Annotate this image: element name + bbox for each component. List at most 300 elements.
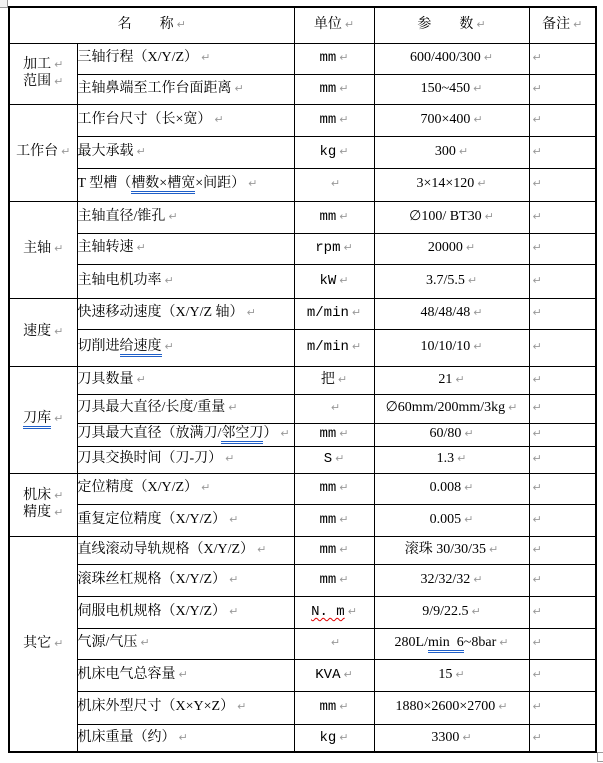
text-segment: 150~450 [420, 80, 471, 96]
return-mark: ↵ [54, 242, 64, 256]
text-segment: 槽数×槽宽 [131, 176, 195, 194]
group-label-line [10, 241, 77, 257]
group-label-cell[interactable] [9, 473, 77, 536]
table-row [9, 366, 596, 394]
text-segment: 邻空刀 [221, 426, 263, 444]
params-cell[interactable] [374, 536, 529, 564]
remark-cell[interactable] [529, 659, 596, 691]
unit-cell[interactable] [294, 201, 374, 233]
text-segment: 滚珠丝杠规格（X/Y/Z） [77, 571, 227, 587]
params-cell[interactable] [374, 298, 529, 329]
remark-cell[interactable] [529, 168, 596, 201]
name-cell[interactable] [77, 473, 294, 504]
text-segment: 范围 [23, 73, 52, 89]
header-row [9, 7, 596, 43]
name-cell[interactable] [77, 136, 294, 168]
return-mark: ↵ [464, 427, 474, 441]
text-segment: 1880×2600×2700 [395, 699, 496, 715]
group-label-line [10, 144, 77, 160]
name-cell[interactable] [77, 659, 294, 691]
unit-cell[interactable] [294, 233, 374, 264]
return-mark: ↵ [201, 481, 211, 495]
return-mark: ↵ [532, 604, 542, 618]
return-mark: ↵ [499, 636, 509, 650]
remark-cell[interactable] [529, 473, 596, 504]
return-mark: ↵ [339, 700, 349, 714]
table-row [9, 136, 596, 168]
return-mark: ↵ [237, 700, 247, 714]
text-segment: kg [319, 143, 337, 160]
return-mark: ↵ [339, 427, 349, 441]
return-mark: ↵ [532, 209, 542, 223]
unit-cell[interactable] [294, 168, 374, 201]
return-mark: ↵ [136, 241, 146, 255]
table-row [9, 473, 596, 504]
params-cell[interactable] [374, 628, 529, 659]
return-mark: ↵ [532, 700, 542, 714]
return-mark: ↵ [532, 572, 542, 586]
text-segment: 刀具数量 [77, 371, 134, 387]
return-mark: ↵ [246, 306, 256, 320]
table-row [9, 74, 596, 104]
text-segment: 其它 [23, 635, 52, 651]
spec-table [8, 6, 597, 753]
text-segment: 280L/ [394, 635, 428, 651]
return-mark: ↵ [335, 452, 345, 466]
remark-cell[interactable] [529, 504, 596, 536]
remark-cell[interactable] [529, 136, 596, 168]
text-segment: 工作台 [16, 144, 59, 160]
return-mark: ↵ [176, 18, 186, 32]
return-mark: ↵ [54, 489, 64, 503]
unit-cell[interactable] [294, 446, 374, 473]
text-segment: 15 [438, 666, 453, 682]
return-mark: ↵ [473, 112, 483, 126]
return-mark: ↵ [483, 51, 493, 65]
params-cell[interactable] [374, 43, 529, 74]
name-cell[interactable] [77, 233, 294, 264]
text-segment: mm [319, 208, 337, 225]
text-segment: 速度 [23, 323, 52, 339]
text-segment: 主轴转速 [77, 240, 134, 256]
return-mark: ↵ [532, 730, 542, 744]
return-mark: ↵ [498, 700, 508, 714]
table-row [9, 104, 596, 136]
remark-cell[interactable] [529, 446, 596, 473]
return-mark: ↵ [344, 18, 355, 32]
text-segment: 重复定位精度（X/Y/Z） [77, 511, 227, 527]
return-mark: ↵ [532, 401, 542, 415]
return-mark: ↵ [508, 401, 518, 415]
text-segment: 切削进 [77, 339, 120, 355]
table-move-handle[interactable] [0, 0, 8, 8]
header-cell-remark[interactable] [529, 7, 596, 43]
return-mark: ↵ [457, 452, 467, 466]
return-mark: ↵ [54, 324, 64, 338]
table-row [9, 329, 596, 366]
return-mark: ↵ [532, 306, 542, 320]
unit-cell[interactable] [294, 504, 374, 536]
name-cell[interactable] [77, 264, 294, 298]
text-segment: 定位精度（X/Y/Z） [77, 480, 199, 496]
return-mark: ↵ [532, 273, 542, 287]
return-mark: ↵ [532, 144, 542, 158]
remark-cell[interactable] [529, 423, 596, 446]
return-mark: ↵ [455, 372, 465, 386]
text-segment: kg [319, 729, 337, 746]
params-cell[interactable] [374, 233, 529, 264]
remark-cell[interactable] [529, 691, 596, 724]
return-mark: ↵ [214, 112, 224, 126]
text-segment: ∅100/ BT30 [409, 208, 482, 224]
remark-cell[interactable] [529, 201, 596, 233]
name-cell[interactable] [77, 628, 294, 659]
group-label-line [10, 488, 77, 504]
group-label-line [10, 324, 77, 340]
table-row [9, 659, 596, 691]
unit-cell[interactable] [294, 298, 374, 329]
name-cell[interactable] [77, 536, 294, 564]
return-mark: ↵ [136, 372, 146, 386]
text-segment: N. m [311, 603, 345, 620]
name-cell[interactable] [77, 446, 294, 473]
group-label-cell[interactable] [9, 536, 77, 752]
params-cell[interactable] [374, 423, 529, 446]
text-segment: m/min [306, 339, 349, 356]
text-segment: mm [319, 541, 337, 558]
remark-cell[interactable] [529, 104, 596, 136]
group-label-cell[interactable] [9, 201, 77, 298]
remark-cell[interactable] [529, 74, 596, 104]
table-row [9, 264, 596, 298]
return-mark: ↵ [280, 427, 290, 441]
name-cell[interactable] [77, 298, 294, 329]
name-cell[interactable] [77, 104, 294, 136]
return-mark: ↵ [225, 452, 235, 466]
return-mark: ↵ [573, 18, 583, 32]
return-mark: ↵ [339, 112, 349, 126]
params-cell[interactable] [374, 394, 529, 423]
text-segment: 1.3 [436, 451, 455, 467]
group-label-cell[interactable] [9, 43, 77, 104]
return-mark: ↵ [351, 340, 362, 354]
return-mark: ↵ [229, 572, 239, 586]
table-row [9, 168, 596, 201]
text-segment: m/min [306, 305, 349, 322]
text-segment: 300 [434, 143, 456, 159]
text-segment: 主轴 [23, 241, 52, 257]
return-mark: ↵ [136, 144, 146, 158]
text-segment: 工作台尺寸（长×宽） [77, 111, 212, 127]
text-segment: mm [319, 80, 337, 97]
remark-cell[interactable] [529, 724, 596, 752]
return-mark: ↵ [455, 667, 465, 681]
return-mark: ↵ [532, 512, 542, 526]
return-mark: ↵ [54, 505, 64, 519]
params-cell[interactable] [374, 329, 529, 366]
return-mark: ↵ [477, 177, 487, 191]
return-mark: ↵ [484, 209, 494, 223]
params-cell[interactable] [374, 201, 529, 233]
params-cell[interactable] [374, 136, 529, 168]
text-segment: 0.008 [429, 480, 462, 496]
unit-cell[interactable] [294, 366, 374, 394]
unit-cell[interactable] [294, 43, 374, 74]
text-segment: 机床 [23, 488, 52, 504]
group-label-cell[interactable] [9, 298, 77, 366]
name-cell[interactable] [77, 504, 294, 536]
text-segment: rpm [315, 240, 341, 257]
text-segment: 伺服电机规格（X/Y/Z） [77, 603, 227, 619]
group-label-line [10, 411, 77, 427]
return-mark: ↵ [464, 512, 474, 526]
text-segment: ） [263, 426, 278, 442]
table-row [9, 201, 596, 233]
unit-cell[interactable] [294, 423, 374, 446]
return-mark: ↵ [532, 51, 542, 65]
params-cell[interactable] [374, 446, 529, 473]
params-cell[interactable] [374, 168, 529, 201]
return-mark: ↵ [339, 51, 349, 65]
params-cell[interactable] [374, 564, 529, 596]
return-mark: ↵ [339, 730, 349, 744]
return-mark: ↵ [234, 81, 244, 95]
text-segment: 3300 [431, 729, 460, 745]
return-mark: ↵ [473, 81, 483, 95]
table-resize-handle[interactable] [597, 752, 603, 762]
remark-cell[interactable] [529, 366, 596, 394]
return-mark: ↵ [532, 372, 542, 386]
return-mark: ↵ [465, 241, 476, 255]
return-mark: ↵ [337, 372, 348, 386]
group-label-cell[interactable] [9, 104, 77, 201]
header-name-label: 名 称 [117, 17, 174, 33]
text-segment: 主轴鼻端至工作台面距离 [77, 80, 232, 96]
name-cell[interactable] [77, 74, 294, 104]
remark-cell[interactable] [529, 264, 596, 298]
return-mark: ↵ [229, 512, 239, 526]
text-segment: 气源/气压 [77, 635, 138, 651]
table-row [9, 394, 596, 423]
return-mark: ↵ [330, 636, 341, 650]
return-mark: ↵ [140, 636, 150, 650]
remark-cell[interactable] [529, 298, 596, 329]
return-mark: ↵ [471, 604, 481, 618]
return-mark: ↵ [473, 306, 483, 320]
return-mark: ↵ [178, 730, 188, 744]
return-mark: ↵ [467, 273, 478, 287]
header-remark-label: 备注 [542, 17, 571, 33]
name-cell[interactable] [77, 201, 294, 233]
return-mark: ↵ [339, 81, 349, 95]
text-segment: 刀具交换时间（刀-刀） [77, 451, 223, 467]
unit-cell[interactable] [294, 691, 374, 724]
text-segment: 最大承载 [77, 143, 134, 159]
return-mark: ↵ [464, 481, 474, 495]
return-mark: ↵ [347, 604, 357, 618]
return-mark: ↵ [462, 730, 472, 744]
header-params-label: 参 数 [417, 17, 474, 33]
return-mark: ↵ [532, 667, 542, 681]
text-segment: mm [319, 480, 337, 497]
return-mark: ↵ [339, 512, 349, 526]
text-segment: min 6 [428, 635, 464, 653]
return-mark: ↵ [164, 340, 174, 354]
text-segment: ∅60mm/200mm/3kg [385, 400, 506, 416]
name-cell[interactable] [77, 691, 294, 724]
group-label-cell[interactable] [9, 366, 77, 473]
return-mark: ↵ [489, 542, 499, 556]
unit-cell[interactable] [294, 394, 374, 423]
text-segment: 0.005 [429, 511, 462, 527]
text-segment: 20000 [427, 240, 463, 256]
name-cell[interactable] [77, 596, 294, 628]
name-cell[interactable] [77, 329, 294, 366]
params-cell[interactable] [374, 596, 529, 628]
spec-table-body [9, 43, 596, 752]
text-segment: 9/9/22.5 [422, 603, 469, 619]
text-segment: 快速移动速度（X/Y/Z 轴） [77, 305, 244, 321]
return-mark: ↵ [532, 241, 542, 255]
name-cell[interactable] [77, 724, 294, 752]
table-row [9, 724, 596, 752]
params-cell[interactable] [374, 659, 529, 691]
return-mark: ↵ [229, 604, 239, 618]
params-cell[interactable] [374, 104, 529, 136]
return-mark: ↵ [473, 340, 483, 354]
unit-cell[interactable] [294, 724, 374, 752]
table-row [9, 43, 596, 74]
unit-cell[interactable] [294, 628, 374, 659]
unit-cell[interactable] [294, 74, 374, 104]
return-mark: ↵ [61, 145, 71, 159]
header-cell-unit[interactable] [294, 7, 374, 43]
return-mark: ↵ [339, 144, 349, 158]
text-segment: mm [319, 571, 337, 588]
remark-cell[interactable] [529, 628, 596, 659]
text-segment: 滚珠 30/30/35 [404, 541, 487, 557]
table-row [9, 446, 596, 473]
unit-cell[interactable] [294, 473, 374, 504]
text-segment: 直线滚动导轨规格（X/Y/Z） [77, 541, 255, 557]
header-unit-label: 单位 [313, 17, 342, 33]
return-mark: ↵ [330, 401, 341, 415]
remark-cell[interactable] [529, 564, 596, 596]
return-mark: ↵ [532, 481, 542, 495]
remark-cell[interactable] [529, 43, 596, 74]
params-cell[interactable] [374, 366, 529, 394]
return-mark: ↵ [351, 306, 362, 320]
text-segment: ×间距） [195, 176, 246, 192]
return-mark: ↵ [476, 18, 486, 32]
return-mark: ↵ [343, 667, 353, 681]
text-segment: 把 [320, 371, 335, 388]
return-mark: ↵ [178, 667, 188, 681]
table-row [9, 298, 596, 329]
remark-cell[interactable] [529, 596, 596, 628]
text-segment: 给速度 [120, 339, 162, 357]
header-cell-name[interactable] [9, 7, 294, 43]
name-cell[interactable] [77, 168, 294, 201]
return-mark: ↵ [164, 273, 174, 287]
unit-cell[interactable] [294, 264, 374, 298]
table-row [9, 628, 596, 659]
text-segment: 主轴电机功率 [77, 272, 162, 288]
name-cell[interactable] [77, 43, 294, 74]
text-segment: 21 [438, 371, 453, 387]
text-segment: 60/80 [429, 426, 462, 442]
name-cell[interactable] [77, 564, 294, 596]
name-cell[interactable] [77, 366, 294, 394]
text-segment: 3×14×120 [416, 176, 475, 192]
return-mark: ↵ [532, 81, 542, 95]
remark-cell[interactable] [529, 329, 596, 366]
unit-cell[interactable] [294, 536, 374, 564]
params-cell[interactable] [374, 74, 529, 104]
text-segment: 精度 [23, 504, 52, 520]
table-row [9, 504, 596, 536]
text-segment: 700×400 [420, 111, 471, 127]
return-mark: ↵ [54, 412, 64, 426]
header-cell-params[interactable] [374, 7, 529, 43]
return-mark: ↵ [339, 542, 349, 556]
params-cell[interactable] [374, 504, 529, 536]
name-cell[interactable] [77, 394, 294, 423]
params-cell[interactable] [374, 724, 529, 752]
text-segment: ~8bar [463, 635, 497, 651]
unit-cell[interactable] [294, 329, 374, 366]
return-mark: ↵ [339, 572, 349, 586]
name-cell[interactable] [77, 423, 294, 446]
unit-cell[interactable] [294, 136, 374, 168]
return-mark: ↵ [168, 209, 178, 223]
return-mark: ↵ [343, 241, 353, 255]
unit-cell[interactable] [294, 104, 374, 136]
return-mark: ↵ [201, 51, 211, 65]
return-mark: ↵ [330, 177, 341, 191]
return-mark: ↵ [54, 74, 64, 88]
unit-cell[interactable] [294, 659, 374, 691]
remark-cell[interactable] [529, 536, 596, 564]
text-segment: KVA [315, 666, 341, 683]
text-segment: mm [319, 111, 337, 128]
text-segment: mm [319, 50, 337, 67]
text-segment: 600/400/300 [410, 50, 481, 66]
text-segment: T 型槽（ [77, 176, 132, 192]
table-row [9, 691, 596, 724]
text-segment: 主轴直径/锥孔 [77, 208, 166, 224]
return-mark: ↵ [54, 58, 64, 72]
text-segment: kW [319, 272, 337, 289]
params-cell[interactable] [374, 264, 529, 298]
group-label-line [10, 57, 77, 73]
text-segment: 刀具最大直径/长度/重量 [77, 400, 226, 416]
text-segment: 机床电气总容量 [77, 666, 176, 682]
text-segment: 10/10/10 [420, 339, 471, 355]
text-segment: S [323, 451, 333, 468]
unit-cell[interactable] [294, 596, 374, 628]
remark-cell[interactable] [529, 233, 596, 264]
params-cell[interactable] [374, 473, 529, 504]
remark-cell[interactable] [529, 394, 596, 423]
params-cell[interactable] [374, 691, 529, 724]
return-mark: ↵ [532, 427, 542, 441]
text-segment: 机床重量（约） [77, 729, 176, 745]
text-segment: 3.7/5.5 [425, 272, 465, 288]
unit-cell[interactable] [294, 564, 374, 596]
text-segment: mm [319, 426, 337, 443]
table-row [9, 233, 596, 264]
